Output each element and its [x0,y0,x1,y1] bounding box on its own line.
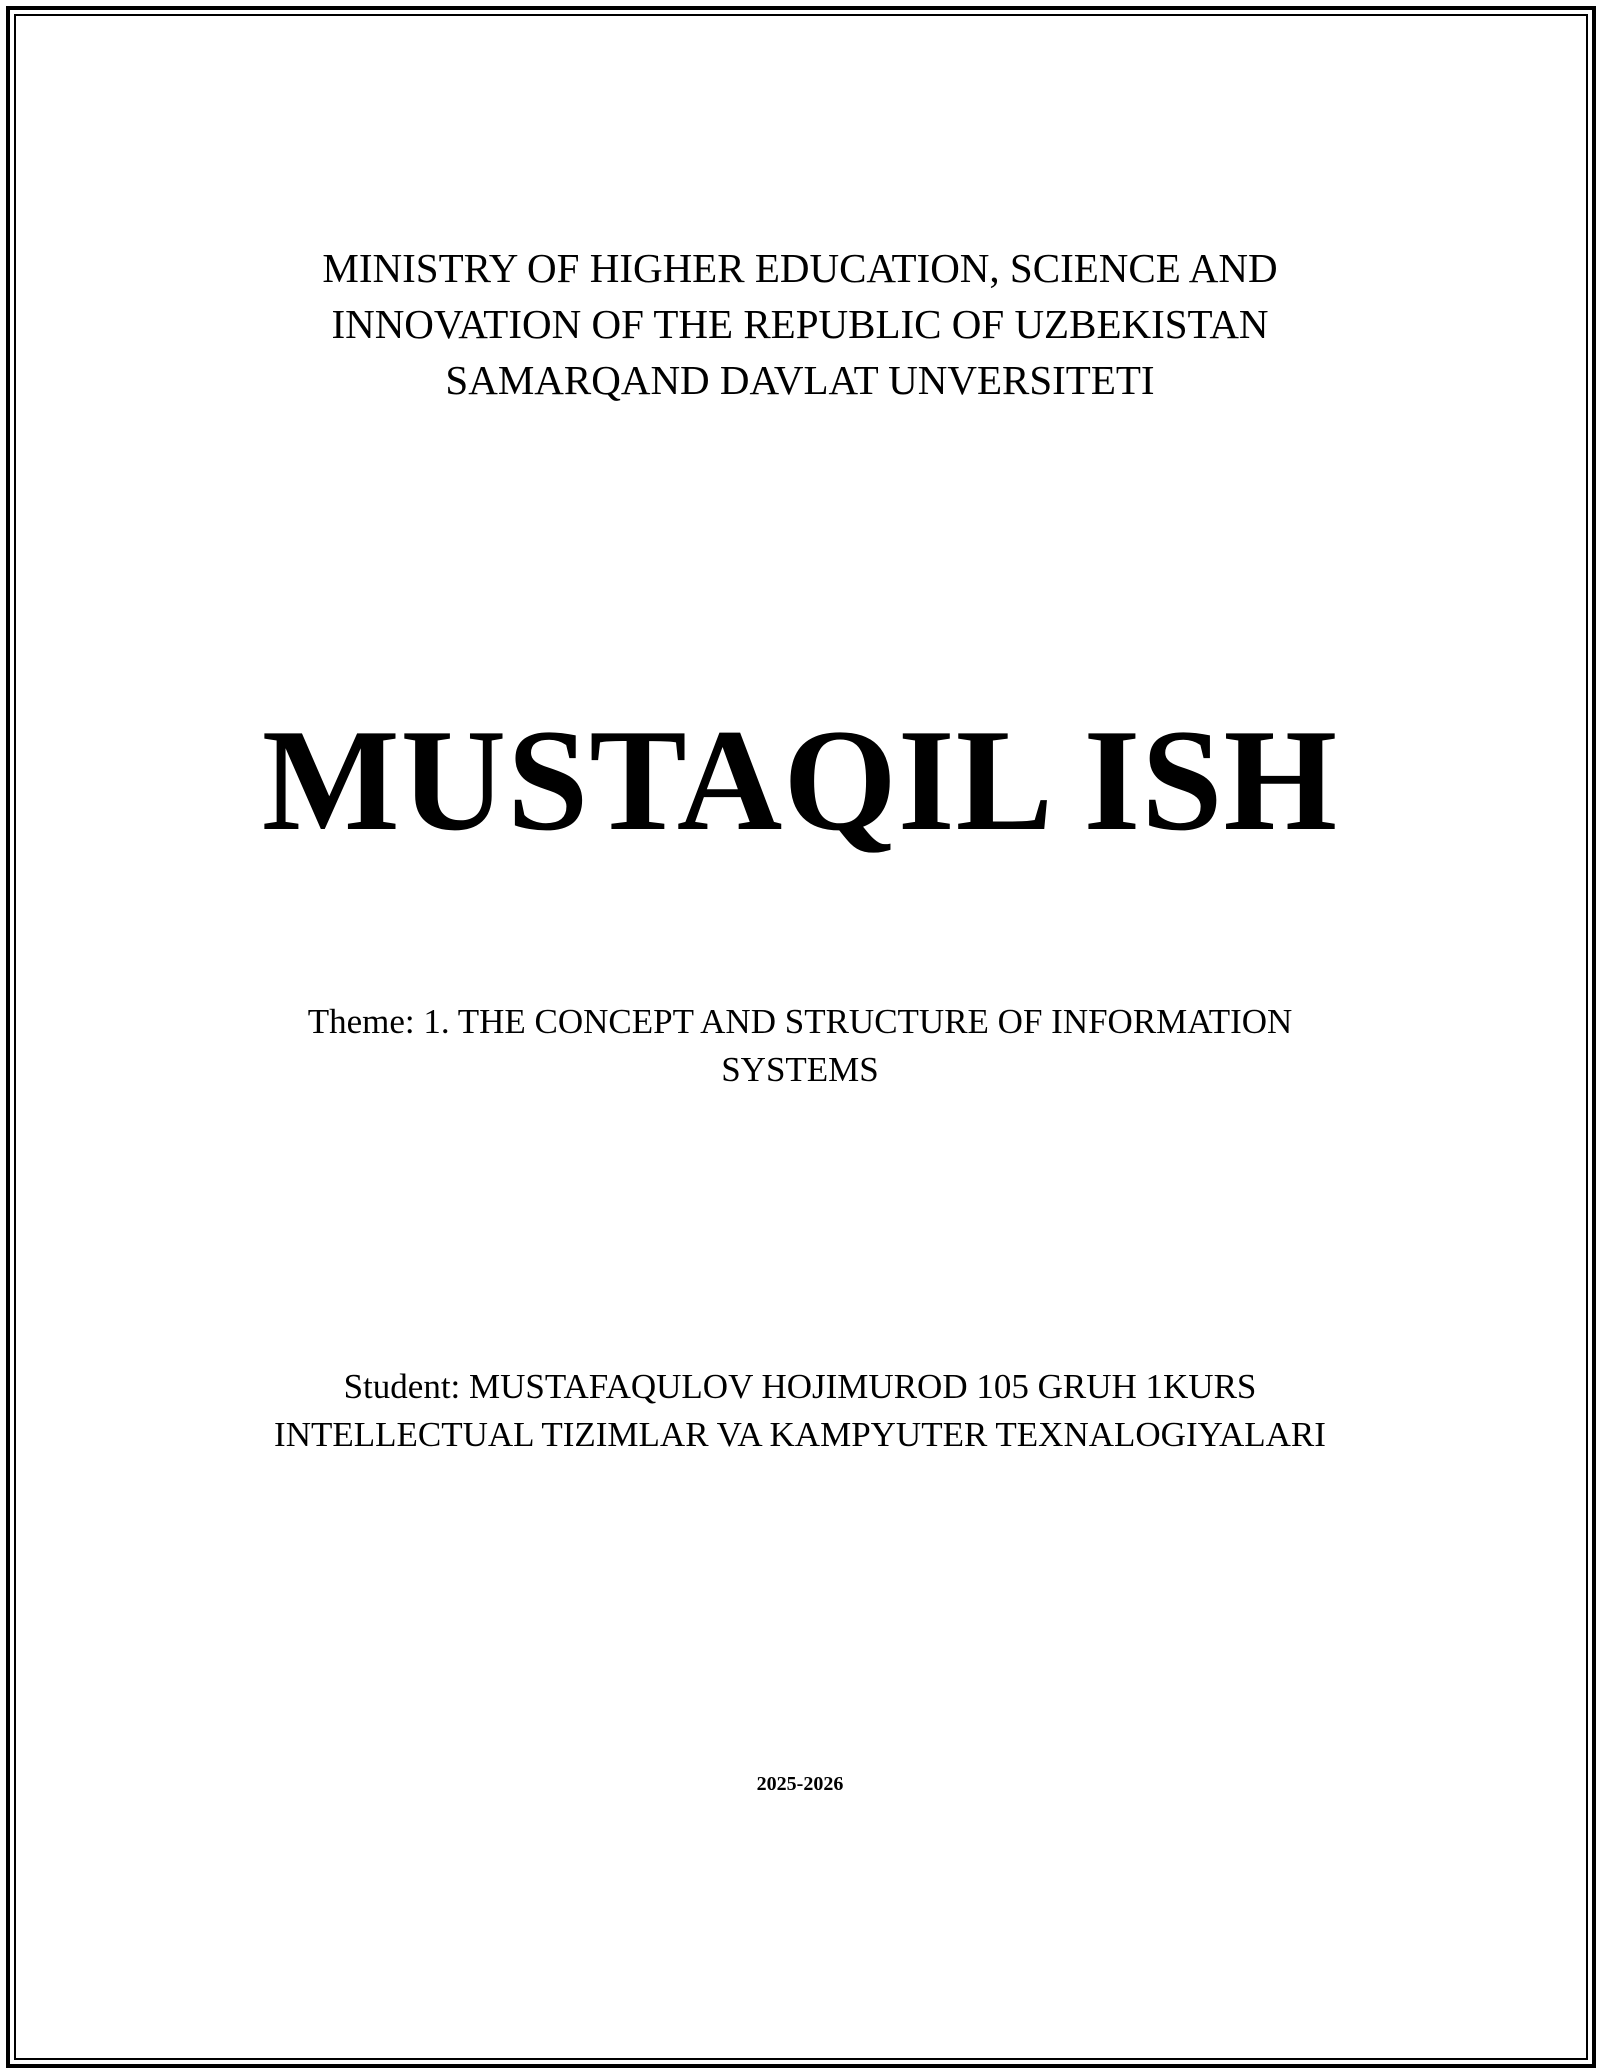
header-line-ministry: MINISTRY OF HIGHER EDUCATION, SCIENCE AND [322,245,1278,291]
theme-block [0,998,1600,1094]
institution-header [0,240,1600,408]
academic-year: 2025-2026 [756,1773,844,1795]
student-line-1: Student: MUSTAFAQULOV HOJIMUROD 105 GRUH 1KURS [343,1367,1257,1406]
header-line-republic: INNOVATION OF THE REPUBLIC OF UZBEKISTAN [331,301,1269,347]
header-line-university: SAMARQAND DAVLAT UNVERSITETI [445,357,1155,403]
theme-line-1: Theme: 1. THE CONCEPT AND STRUCTURE OF INFORMATION [307,1002,1293,1041]
document-title: MUSTAQIL ISH [261,699,1339,861]
student-block [0,1363,1600,1459]
theme-line-2: SYSTEMS [721,1050,879,1089]
student-line-2: INTELLECTUAL TIZIMLAR VA KAMPYUTER TEXNALOGIYALARI [274,1415,1326,1454]
